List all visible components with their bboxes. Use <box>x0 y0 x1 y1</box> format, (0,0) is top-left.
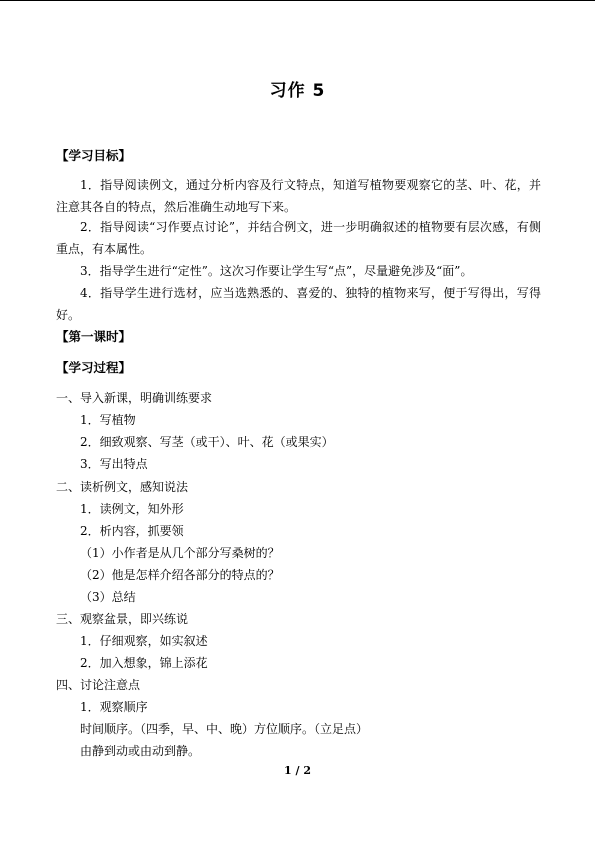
process-item: 1．写植物 <box>80 413 136 427</box>
goal-item-3: 3．指导学生进行“定性”。这次习作要让学生写“点”，尽量避免涉及“面”。 <box>80 264 473 278</box>
page-number: 1 / 2 <box>284 764 311 777</box>
page-title: 习作 5 <box>269 81 326 101</box>
heading-learning-process: 【学习过程】 <box>56 360 132 375</box>
goal-item-2: 2．指导阅读“习作要点讨论”，并结合例文，进一步明确叙述的植物要有层次感，有侧重点，有本属性。 <box>56 220 541 256</box>
process-item: 1．观察顺序 <box>80 700 148 714</box>
process-item: 2．析内容，抓要领 <box>80 524 184 538</box>
process-item: 2．细致观察、写茎（或干）、叶、花（或果实） <box>80 435 334 449</box>
process-step-1: 一、导入新课，明确训练要求 <box>56 391 213 405</box>
process-step-3: 三、观察盆景，即兴练说 <box>56 612 189 626</box>
process-text: 时间顺序。（四季，早、中、晚）方位顺序。（立足点） <box>80 722 369 736</box>
process-text: 由静到动或由动到静。 <box>80 744 201 758</box>
process-item: 3．写出特点 <box>80 457 148 471</box>
process-subitem: （3）总结 <box>80 590 136 604</box>
process-item: 1．仔细观察，如实叙述 <box>80 634 208 648</box>
process-step-2: 二、读析例文，感知说法 <box>56 480 189 494</box>
heading-learning-goals: 【学习目标】 <box>56 148 132 163</box>
process-step-4: 四、讨论注意点 <box>56 678 141 692</box>
goal-item-1: 1．指导阅读例文，通过分析内容及行文特点，知道写植物要观察它的茎、叶、花，并注意其各自的特点，然后准确生动地写下来。 <box>56 178 541 214</box>
process-item: 2．加入想象，锦上添花 <box>80 656 208 670</box>
goal-item-4: 4．指导学生进行选材，应当选熟悉的、喜爱的、独特的植物来写，便于写得出，写得好。 <box>56 286 541 322</box>
page-top-border <box>0 0 595 1</box>
process-subitem: （1）小作者是从几个部分写桑树的？ <box>80 546 280 560</box>
process-subitem: （2）他是怎样介绍各部分的特点的？ <box>80 568 280 582</box>
heading-first-lesson: 【第一课时】 <box>56 329 132 344</box>
process-item: 1．读例文，知外形 <box>80 502 184 516</box>
